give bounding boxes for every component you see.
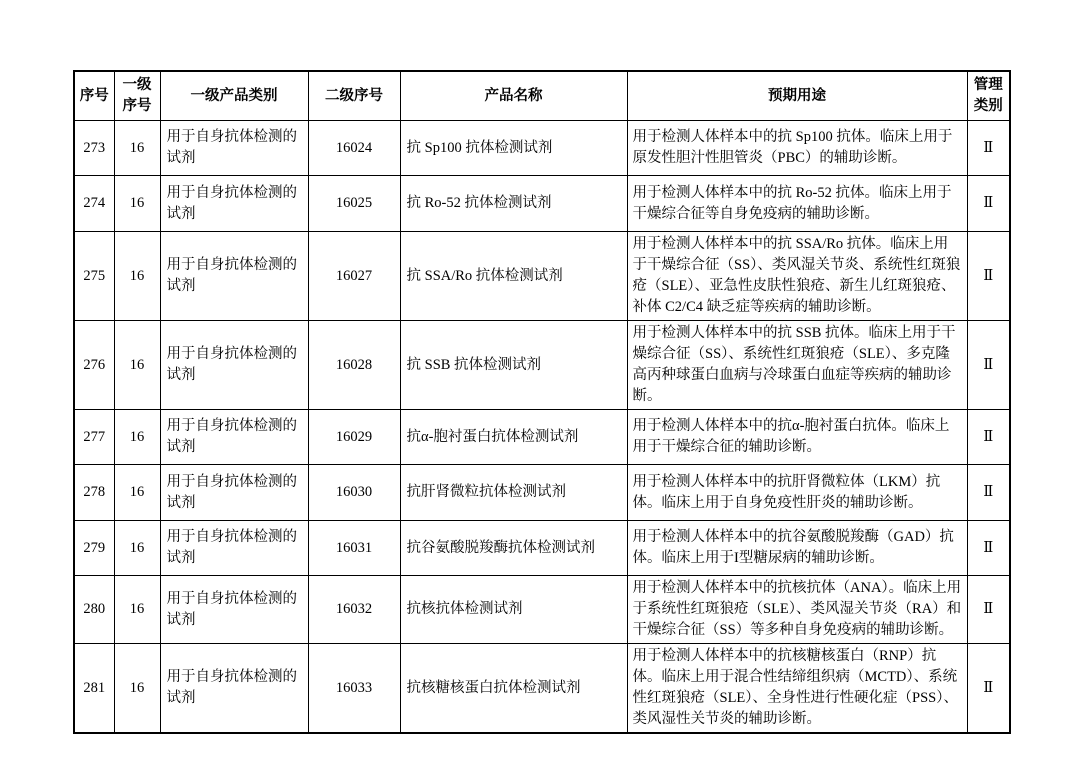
cell-serial-no: 280 (74, 576, 114, 644)
table-row (74, 232, 1010, 321)
table-row (74, 321, 1010, 410)
cell-level1-no: 16 (114, 232, 160, 321)
cell-intended-use: 用于检测人体样本中的抗 Ro-52 抗体。临床上用于干燥综合征等自身免疫病的辅助诊断。 (627, 176, 967, 232)
cell-level2-no: 16032 (308, 576, 400, 644)
table-row (74, 465, 1010, 521)
cell-product-name: 抗核糖核蛋白抗体检测试剂 (400, 644, 627, 734)
cell-serial-no: 275 (74, 232, 114, 321)
cell-level2-no: 16025 (308, 176, 400, 232)
cell-intended-use: 用于检测人体样本中的抗肝肾微粒体（LKM）抗体。临床上用于自身免疫性肝炎的辅助诊断。 (627, 465, 967, 521)
cell-mgmt-class: Ⅱ (967, 232, 1010, 321)
cell-level1-category: 用于自身抗体检测的试剂 (160, 576, 308, 644)
cell-product-name: 抗 SSA/Ro 抗体检测试剂 (400, 232, 627, 321)
cell-level1-category: 用于自身抗体检测的试剂 (160, 176, 308, 232)
cell-intended-use: 用于检测人体样本中的抗核糖核蛋白（RNP）抗体。临床上用于混合性结缔组织病（MCTD）、系统性红斑狼疮（SLE）、全身性进行性硬化症（PSS）、类风湿性关节炎的辅助诊断。 (627, 644, 967, 734)
cell-mgmt-class: Ⅱ (967, 410, 1010, 465)
cell-level1-category: 用于自身抗体检测的试剂 (160, 121, 308, 176)
cell-product-name: 抗谷氨酸脱羧酶抗体检测试剂 (400, 521, 627, 576)
cell-level1-no: 16 (114, 176, 160, 232)
cell-level2-no: 16031 (308, 521, 400, 576)
cell-level1-no: 16 (114, 321, 160, 410)
header-level1-category: 一级产品类别 (160, 71, 308, 121)
cell-level1-no: 16 (114, 465, 160, 521)
table-row (74, 176, 1010, 232)
cell-product-name: 抗 SSB 抗体检测试剂 (400, 321, 627, 410)
cell-level1-category: 用于自身抗体检测的试剂 (160, 232, 308, 321)
cell-level1-category: 用于自身抗体检测的试剂 (160, 465, 308, 521)
header-level2-no: 二级序号 (308, 71, 400, 121)
cell-level1-no: 16 (114, 576, 160, 644)
table-row (74, 410, 1010, 465)
cell-level1-no: 16 (114, 644, 160, 734)
cell-intended-use: 用于检测人体样本中的抗谷氨酸脱羧酶（GAD）抗体。临床上用于I型糖尿病的辅助诊断。 (627, 521, 967, 576)
cell-serial-no: 277 (74, 410, 114, 465)
cell-level1-no: 16 (114, 121, 160, 176)
table-row (74, 521, 1010, 576)
header-product-name: 产品名称 (400, 71, 627, 121)
header-mgmt-class: 管理类别 (967, 71, 1010, 121)
cell-product-name: 抗α-胞衬蛋白抗体检测试剂 (400, 410, 627, 465)
cell-mgmt-class: Ⅱ (967, 644, 1010, 734)
cell-level1-no: 16 (114, 410, 160, 465)
table-row (74, 576, 1010, 644)
cell-mgmt-class: Ⅱ (967, 576, 1010, 644)
cell-intended-use: 用于检测人体样本中的抗α-胞衬蛋白抗体。临床上用于干燥综合征的辅助诊断。 (627, 410, 967, 465)
cell-product-name: 抗 Ro-52 抗体检测试剂 (400, 176, 627, 232)
cell-mgmt-class: Ⅱ (967, 521, 1010, 576)
cell-level2-no: 16027 (308, 232, 400, 321)
cell-level2-no: 16029 (308, 410, 400, 465)
cell-level1-category: 用于自身抗体检测的试剂 (160, 644, 308, 734)
header-row (74, 71, 1010, 121)
cell-level2-no: 16028 (308, 321, 400, 410)
cell-intended-use: 用于检测人体样本中的抗 Sp100 抗体。临床上用于原发性胆汁性胆管炎（PBC）的辅助诊断。 (627, 121, 967, 176)
cell-serial-no: 276 (74, 321, 114, 410)
cell-product-name: 抗核抗体检测试剂 (400, 576, 627, 644)
cell-serial-no: 273 (74, 121, 114, 176)
cell-intended-use: 用于检测人体样本中的抗 SSB 抗体。临床上用于干燥综合征（SS）、系统性红斑狼疮（SLE）、多克隆高丙种球蛋白血病与冷球蛋白血症等疾病的辅助诊断。 (627, 321, 967, 410)
cell-level1-category: 用于自身抗体检测的试剂 (160, 321, 308, 410)
cell-product-name: 抗 Sp100 抗体检测试剂 (400, 121, 627, 176)
cell-level2-no: 16030 (308, 465, 400, 521)
cell-serial-no: 281 (74, 644, 114, 734)
cell-serial-no: 278 (74, 465, 114, 521)
cell-serial-no: 274 (74, 176, 114, 232)
table-row (74, 121, 1010, 176)
cell-mgmt-class: Ⅱ (967, 321, 1010, 410)
cell-serial-no: 279 (74, 521, 114, 576)
cell-level2-no: 16024 (308, 121, 400, 176)
cell-intended-use: 用于检测人体样本中的抗 SSA/Ro 抗体。临床上用于干燥综合征（SS）、类风湿关节炎、系统性红斑狼疮（SLE）、亚急性皮肤性狼疮、新生儿红斑狼疮、补体 C2/C4 缺乏症等疾病的辅助诊断。 (627, 232, 967, 321)
header-serial-no: 序号 (74, 71, 114, 121)
cell-mgmt-class: Ⅱ (967, 176, 1010, 232)
cell-product-name: 抗肝肾微粒抗体检测试剂 (400, 465, 627, 521)
cell-mgmt-class: Ⅱ (967, 121, 1010, 176)
cell-level1-no: 16 (114, 521, 160, 576)
header-intended-use: 预期用途 (627, 71, 967, 121)
cell-level2-no: 16033 (308, 644, 400, 734)
table-body (74, 121, 1010, 734)
table-row (74, 644, 1010, 734)
cell-intended-use: 用于检测人体样本中的抗核抗体（ANA）。临床上用于系统性红斑狼疮（SLE）、类风湿关节炎（RA）和干燥综合征（SS）等多种自身免疫病的辅助诊断。 (627, 576, 967, 644)
cell-level1-category: 用于自身抗体检测的试剂 (160, 521, 308, 576)
cell-mgmt-class: Ⅱ (967, 465, 1010, 521)
header-level1-no: 一级序号 (114, 71, 160, 121)
product-classification-table (73, 70, 1011, 734)
cell-level1-category: 用于自身抗体检测的试剂 (160, 410, 308, 465)
